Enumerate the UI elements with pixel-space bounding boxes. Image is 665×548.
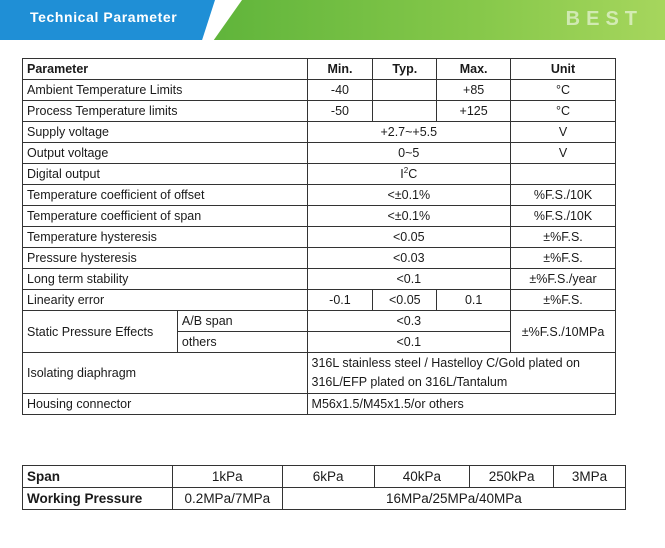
unit-value: ±%F.S. (511, 248, 616, 269)
row-value: <0.1 (307, 332, 511, 353)
table-row (23, 248, 616, 269)
header-max: Max. (437, 59, 511, 80)
span-value: 250kPa (470, 466, 554, 488)
table-row (23, 206, 616, 227)
table-row (23, 353, 616, 394)
working-pressure-label: Working Pressure (23, 488, 173, 510)
unit-value: °C (511, 80, 616, 101)
min-value: -0.1 (307, 290, 373, 311)
row-label: Linearity error (23, 290, 308, 311)
brand-logo: BEST (565, 8, 643, 30)
i2c-sup: 2 (403, 165, 409, 175)
min-value: -50 (307, 101, 373, 122)
row-label: Temperature coefficient of span (23, 206, 308, 227)
row-label: Process Temperature limits (23, 101, 308, 122)
span-label: Span (23, 466, 173, 488)
working-pressure-value: 0.2MPa/7MPa (172, 488, 282, 510)
table-row (23, 80, 616, 101)
unit-value: %F.S./10K (511, 185, 616, 206)
i2c-main: I (400, 167, 404, 181)
min-value: -40 (307, 80, 373, 101)
span-value: 6kPa (282, 466, 374, 488)
row-label: Static Pressure Effects (23, 311, 178, 353)
typ-value (373, 80, 437, 101)
unit-value (511, 164, 616, 185)
span-pressure-table (22, 465, 626, 510)
table-row (23, 185, 616, 206)
table-row (23, 122, 616, 143)
row-label: Supply voltage (23, 122, 308, 143)
span-value: 3MPa (554, 466, 626, 488)
row-value: M56x1.5/M45x1.5/or others (307, 394, 615, 415)
table-row (23, 290, 616, 311)
row-label: Digital output (23, 164, 308, 185)
header-typ: Typ. (373, 59, 437, 80)
header-banner (0, 0, 665, 40)
row-label: Temperature hysteresis (23, 227, 308, 248)
table-row (23, 311, 616, 332)
unit-value: %F.S./10K (511, 206, 616, 227)
max-value: +125 (437, 101, 511, 122)
row-label: Isolating diaphragm (23, 353, 308, 394)
row-label: Temperature coefficient of offset (23, 185, 308, 206)
section-title: Technical Parameter (30, 9, 178, 25)
unit-value: ±%F.S. (511, 290, 616, 311)
row-value: <0.3 (307, 311, 511, 332)
working-pressure-value: 16MPa/25MPa/40MPa (282, 488, 625, 510)
unit-value: ±%F.S./year (511, 269, 616, 290)
unit-value: ±%F.S./10MPa (511, 311, 616, 353)
row-label: Pressure hysteresis (23, 248, 308, 269)
technical-parameter-table (22, 58, 616, 415)
i2c-tail: C (408, 167, 418, 181)
diaphragm-line-2: 316L/EFP plated on 316L/Tantalum (311, 375, 508, 389)
row-label: Ambient Temperature Limits (23, 80, 308, 101)
diaphragm-line-1: 316L stainless steel / Hastelloy C/Gold plated on (311, 356, 580, 370)
row-value: <0.03 (307, 248, 511, 269)
span-row (23, 466, 626, 488)
max-value: +85 (437, 80, 511, 101)
row-label: Output voltage (23, 143, 308, 164)
table-row (23, 394, 616, 415)
span-value: 1kPa (172, 466, 282, 488)
row-value: <±0.1% (307, 185, 511, 206)
table-row (23, 101, 616, 122)
table-row (23, 227, 616, 248)
unit-value: V (511, 122, 616, 143)
sub-label: others (177, 332, 307, 353)
table-row (23, 143, 616, 164)
row-value: +2.7~+5.5 (307, 122, 511, 143)
row-value: <0.05 (307, 227, 511, 248)
table-header-row (23, 59, 616, 80)
row-value: <±0.1% (307, 206, 511, 227)
table-row (23, 164, 616, 185)
row-value: <0.1 (307, 269, 511, 290)
header-min: Min. (307, 59, 373, 80)
header-unit: Unit (511, 59, 616, 80)
max-value: 0.1 (437, 290, 511, 311)
row-value: 0~5 (307, 143, 511, 164)
unit-value: V (511, 143, 616, 164)
working-pressure-row (23, 488, 626, 510)
header-parameter: Parameter (23, 59, 308, 80)
typ-value (373, 101, 437, 122)
row-value (307, 164, 511, 185)
row-value (307, 353, 615, 394)
typ-value: <0.05 (373, 290, 437, 311)
row-label: Long term stability (23, 269, 308, 290)
span-value: 40kPa (374, 466, 470, 488)
unit-value: ±%F.S. (511, 227, 616, 248)
table-row (23, 269, 616, 290)
row-label: Housing connector (23, 394, 308, 415)
sub-label: A/B span (177, 311, 307, 332)
unit-value: °C (511, 101, 616, 122)
